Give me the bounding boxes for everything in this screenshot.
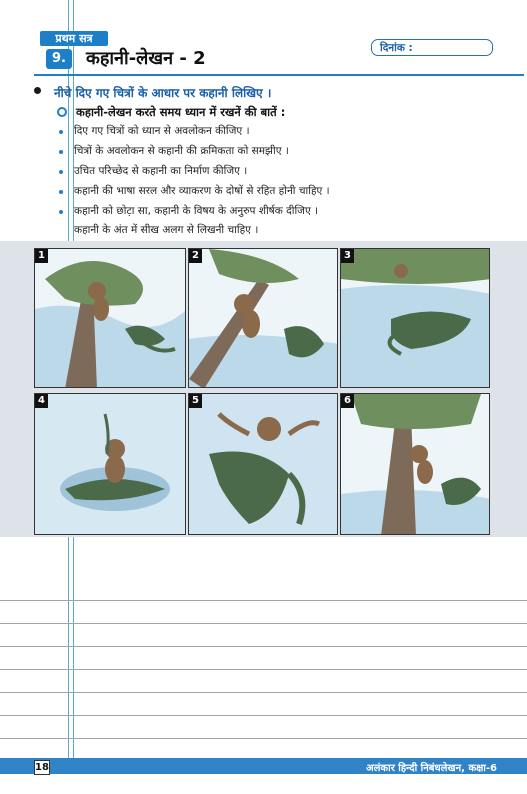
panel-number: 6: [341, 394, 354, 408]
bullet-icon: [59, 190, 63, 194]
panel-illustration: [189, 394, 338, 535]
guidelines-heading: कहानी-लेखन करते समय ध्यान में रखनें की बातें :: [76, 105, 286, 119]
page-title: कहानी-लेखन - 2: [86, 48, 206, 69]
bullet-icon: [34, 87, 41, 94]
panel-number: 1: [35, 249, 48, 263]
panel-illustration: [341, 249, 490, 388]
panel-illustration: [341, 394, 490, 535]
panel-number: 3: [341, 249, 354, 263]
panel-number: 5: [189, 394, 202, 408]
instruction-text: नीचे दिए गए चित्रों के आधार पर कहानी लिखिए ।: [54, 86, 272, 100]
guideline-item: चित्रों के अवलोकन से कहानी की क्रमिकता को समझीए ।: [74, 145, 289, 157]
circle-bullet-icon: [57, 107, 67, 117]
story-panel-4: [34, 393, 186, 535]
date-field[interactable]: [371, 39, 493, 56]
bullet-icon: [59, 130, 63, 134]
page-number: 18: [35, 762, 49, 773]
guideline-item: उचित परिच्छेद से कहानी का निर्माण कीजिए ।: [74, 165, 248, 177]
story-panels: [0, 241, 527, 537]
bullet-icon: [59, 150, 63, 154]
guideline-item: कहानी को छोट़ा सा, कहानी के विषय के अनुरुप शीर्षक दीजिए ।: [74, 205, 319, 217]
panel-illustration: [35, 394, 186, 535]
story-panel-2: [188, 248, 338, 388]
story-panel-6: [340, 393, 490, 535]
panel-illustration: [35, 249, 186, 388]
writing-line[interactable]: [0, 646, 527, 647]
chapter-number: 9.: [46, 49, 72, 69]
guideline-item: दिए गए चित्रों को ध्यान से अवलोकन कीजिए ।: [74, 125, 250, 137]
writing-line[interactable]: [0, 738, 527, 739]
bullet-icon: [59, 170, 63, 174]
guideline-item: कहानी के अंत में सीख अलग से लिखनी चाहिए ।: [74, 224, 259, 236]
panel-illustration: [189, 249, 338, 388]
story-panel-5: [188, 393, 338, 535]
bullet-icon: [59, 210, 63, 214]
panel-number: 4: [35, 394, 48, 408]
panel-number: 2: [189, 249, 202, 263]
date-label: दिनांक :: [380, 42, 413, 54]
guideline-item: कहानी की भाषा सरल और व्याकरण के दोषों से रहित होनी चाहिए ।: [74, 185, 330, 197]
book-title: अलंकार हिन्दी निबंधलेखन, कक्षा-6: [366, 763, 497, 774]
writing-line[interactable]: [0, 669, 527, 670]
writing-line[interactable]: [0, 600, 527, 601]
writing-line[interactable]: [0, 692, 527, 693]
term-badge: प्रथम सत्र: [40, 31, 108, 46]
writing-line[interactable]: [0, 623, 527, 624]
story-panel-3: [340, 248, 490, 388]
header-divider: [34, 74, 524, 76]
writing-line[interactable]: [0, 715, 527, 716]
story-panel-1: [34, 248, 186, 388]
